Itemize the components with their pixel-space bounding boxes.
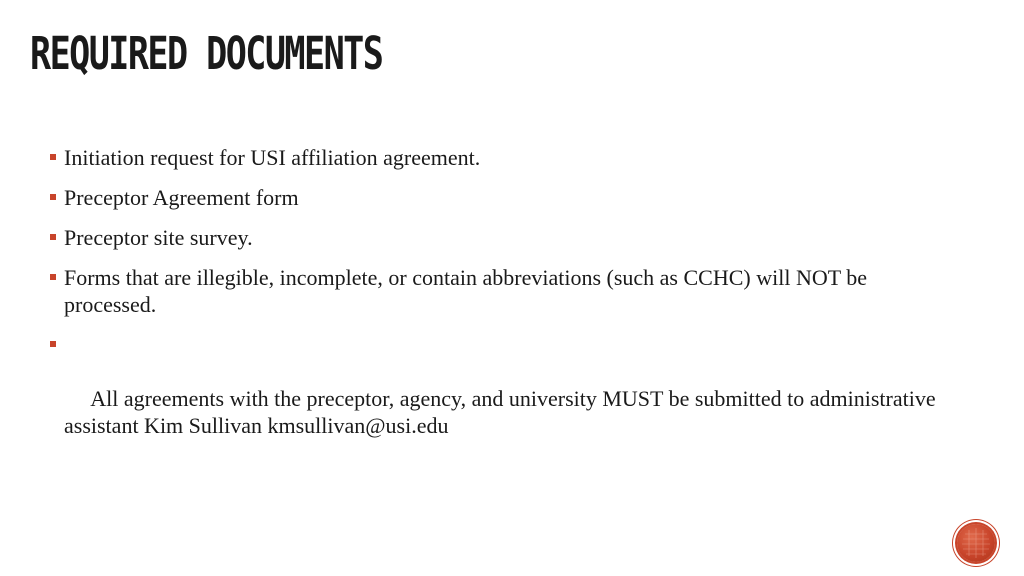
bullet-text: Preceptor site survey.	[64, 225, 253, 250]
square-bullet-icon	[50, 194, 56, 200]
slide-nav-icon[interactable]	[957, 524, 995, 562]
slide-nav-texture	[957, 524, 995, 562]
list-item	[50, 264, 950, 318]
list-item	[50, 224, 950, 251]
bullet-text: Initiation request for USI affiliation agreement.	[64, 145, 481, 170]
square-bullet-icon	[50, 274, 56, 280]
bullet-list	[50, 144, 950, 479]
bullet-text: All agreements with the preceptor, agency, and university MUST be submitted to administrative assistant Kim Sullivan kmsullivan@usi.edu	[64, 386, 942, 438]
square-bullet-icon	[50, 154, 56, 160]
bullet-text: Preceptor Agreement form	[64, 185, 299, 210]
square-bullet-icon	[50, 341, 56, 347]
list-item	[50, 331, 950, 466]
list-item	[50, 144, 950, 171]
list-item	[50, 184, 950, 211]
bullet-text: Forms that are illegible, incomplete, or contain abbreviations (such as CCHC) will NOT be processed.	[64, 265, 868, 317]
square-bullet-icon	[50, 234, 56, 240]
slide-title: REQUIRED DOCUMENTS	[30, 27, 383, 80]
